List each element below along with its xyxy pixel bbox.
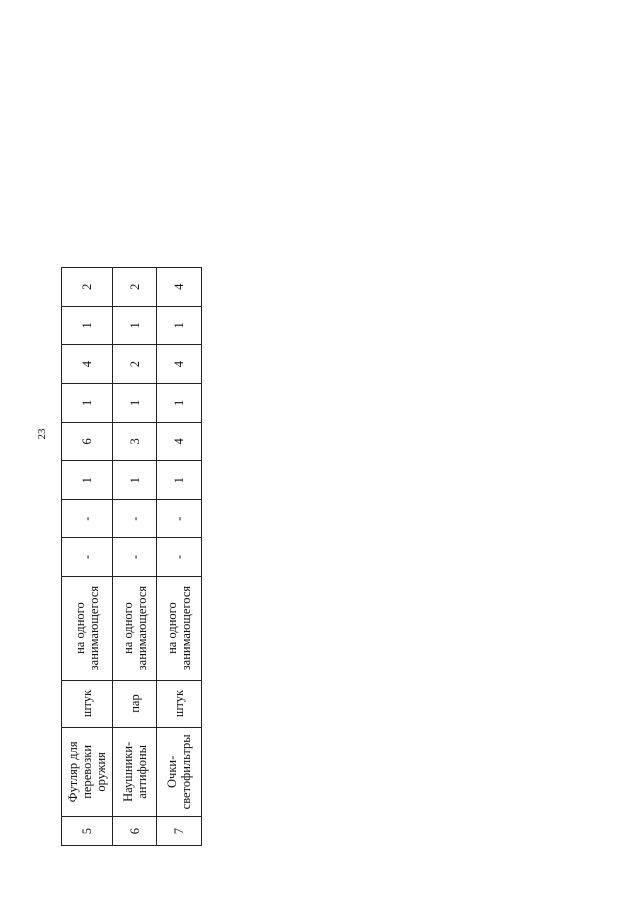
table-row <box>157 268 202 846</box>
cell-value: - <box>62 500 113 538</box>
cell-number: 6 <box>113 817 157 846</box>
cell-value: 4 <box>157 345 202 384</box>
cell-value: 1 <box>62 384 113 423</box>
cell-norm: на одного занимающегося <box>113 576 157 680</box>
cell-name: Футляр для перевозки оружия <box>62 727 113 817</box>
cell-number: 5 <box>62 817 113 846</box>
rotated-table-container <box>61 267 202 846</box>
cell-value: - <box>62 538 113 576</box>
cell-value: 3 <box>113 422 157 461</box>
cell-value: 2 <box>113 345 157 384</box>
cell-value: 1 <box>157 461 202 500</box>
cell-value: 2 <box>62 268 113 307</box>
equipment-table <box>61 267 202 846</box>
table-row <box>113 268 157 846</box>
cell-value: 4 <box>157 268 202 307</box>
cell-norm: на одного занимающегося <box>157 576 202 680</box>
cell-unit: штук <box>62 680 113 727</box>
cell-name: Очки-светофильтры <box>157 727 202 817</box>
cell-unit: пар <box>113 680 157 727</box>
cell-value: - <box>157 500 202 538</box>
cell-value: 1 <box>113 306 157 345</box>
cell-norm: на одного занимающегося <box>62 576 113 680</box>
cell-value: - <box>113 538 157 576</box>
cell-value: 1 <box>62 306 113 345</box>
cell-value: 1 <box>62 461 113 500</box>
cell-value: 1 <box>157 384 202 423</box>
cell-value: - <box>157 538 202 576</box>
cell-value: 2 <box>113 268 157 307</box>
table-row <box>62 268 113 846</box>
cell-value: 4 <box>62 345 113 384</box>
cell-name: Наушники-антифоны <box>113 727 157 817</box>
cell-value: 6 <box>62 422 113 461</box>
cell-value: 1 <box>113 384 157 423</box>
cell-value: 1 <box>113 461 157 500</box>
cell-number: 7 <box>157 817 202 846</box>
page-number: 23 <box>36 428 48 440</box>
cell-unit: штук <box>157 680 202 727</box>
cell-value: 4 <box>157 422 202 461</box>
cell-value: - <box>113 500 157 538</box>
cell-value: 1 <box>157 306 202 345</box>
